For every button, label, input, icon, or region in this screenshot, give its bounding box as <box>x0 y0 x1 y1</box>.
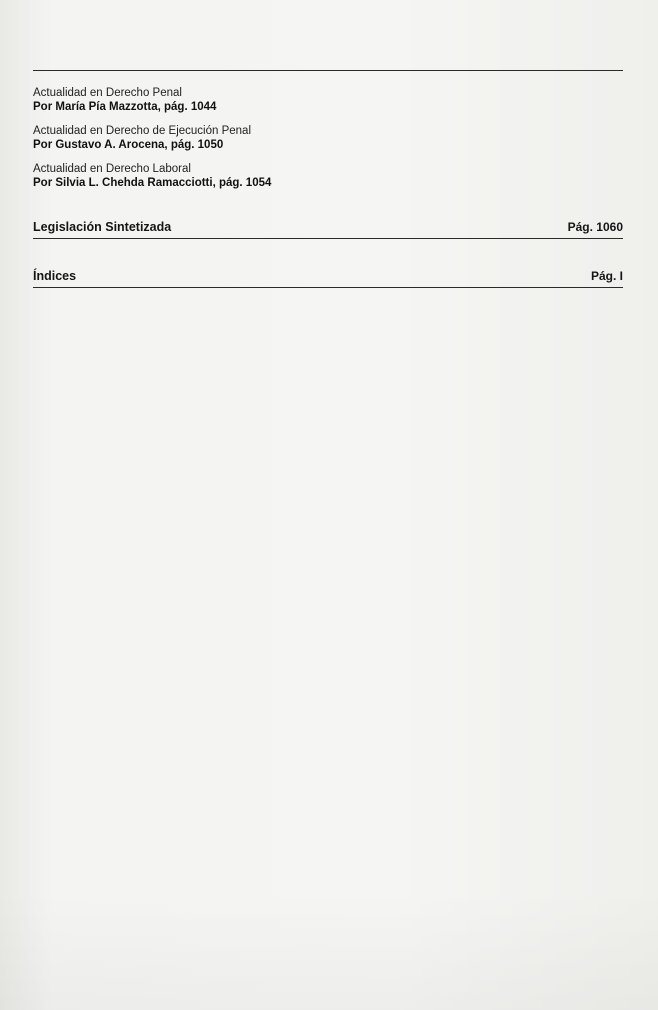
entry-section: Actualidad en Derecho Laboral <box>33 163 191 175</box>
legislacion-title: Legislación Sintetizada <box>33 220 172 234</box>
contents-entry <box>33 86 623 115</box>
page-shading <box>0 890 658 1010</box>
indices-page: Pág. I <box>590 269 623 283</box>
legislacion-divider <box>33 238 623 239</box>
contents-entry <box>33 124 623 153</box>
entry-author-page: Por Silvia L. Chehda Ramacciotti, pág. 1054 <box>33 177 272 189</box>
indices-divider <box>33 287 623 288</box>
entry-author-page: Por María Pía Mazzotta, pág. 1044 <box>33 101 217 113</box>
entry-section: Actualidad en Derecho Penal <box>33 87 182 99</box>
indices-heading-row <box>33 269 623 283</box>
entry-section: Actualidad en Derecho de Ejecución Penal <box>33 125 252 137</box>
indices-title: Índices <box>33 269 77 283</box>
contents-entries <box>33 86 623 200</box>
top-rule <box>33 70 623 71</box>
entry-author-page: Por Gustavo A. Arocena, pág. 1050 <box>33 139 224 151</box>
legislacion-heading-row <box>33 220 623 234</box>
legislacion-page: Pág. 1060 <box>567 220 623 234</box>
contents-entry <box>33 162 623 191</box>
